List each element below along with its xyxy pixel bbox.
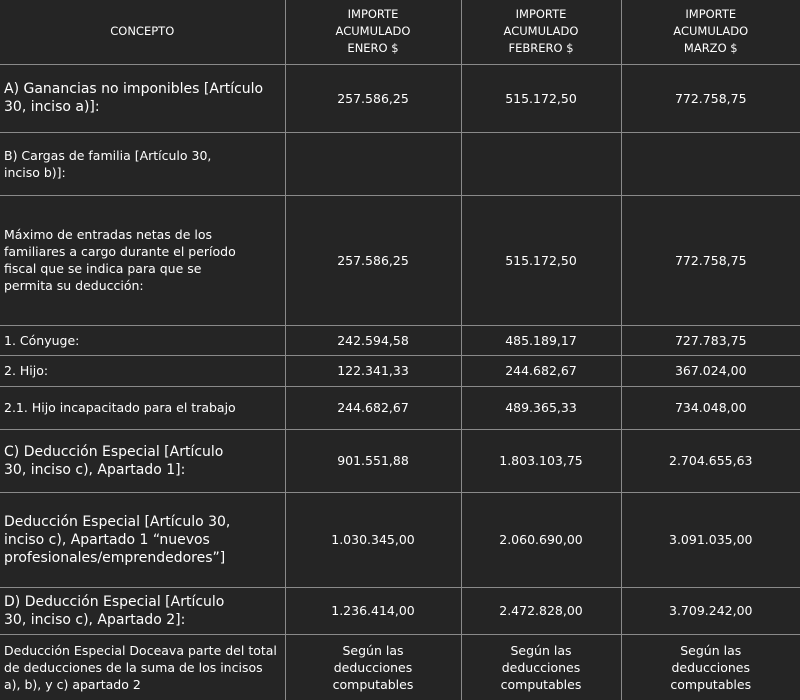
value-marzo: 3.709.242,00 — [621, 587, 800, 634]
value-enero: 122.341,33 — [285, 355, 461, 386]
value-febrero: 489.365,33 — [461, 386, 621, 429]
value-marzo: Según las deducciones computables — [670, 642, 752, 692]
value-marzo: 3.091.035,00 — [621, 492, 800, 587]
header-row — [0, 0, 800, 64]
value-enero: 242.594,58 — [285, 325, 461, 355]
value-marzo: 367.024,00 — [621, 355, 800, 386]
value-marzo: 772.758,75 — [621, 64, 800, 132]
value-marzo: 727.783,75 — [621, 325, 800, 355]
value-marzo — [621, 132, 800, 195]
value-marzo: 734.048,00 — [621, 386, 800, 429]
row-concept: Deducción Especial [Artículo 30, inciso c), Apartado 1 “nuevos profesionales/emprendedores”] — [0, 492, 285, 587]
header-febrero: IMPORTE ACUMULADO FEBRERO $ — [461, 0, 621, 64]
value-enero: 1.030.345,00 — [285, 492, 461, 587]
table-row — [0, 634, 800, 700]
value-febrero: 485.189,17 — [461, 325, 621, 355]
row-concept: 2. Hijo: — [0, 355, 285, 386]
value-febrero: 1.803.103,75 — [461, 429, 621, 492]
value-enero: 1.236.414,00 — [285, 587, 461, 634]
table-row — [0, 195, 800, 325]
header-enero: IMPORTE ACUMULADO ENERO $ — [285, 0, 461, 64]
row-concept: D) Deducción Especial [Artículo 30, inciso c), Apartado 2]: — [0, 587, 285, 634]
row-concept: A) Ganancias no imponibles [Artículo 30, inciso a)]: — [0, 64, 285, 132]
value-febrero: 515.172,50 — [461, 64, 621, 132]
table-row — [0, 64, 800, 132]
table-row — [0, 132, 800, 195]
row-concept: Máximo de entradas netas de los familiares a cargo durante el período fiscal que se indica para que se permita su deducción: — [0, 195, 285, 325]
value-enero: 257.586,25 — [285, 64, 461, 132]
value-enero: 257.586,25 — [285, 195, 461, 325]
row-concept: Deducción Especial Doceava parte del total de deducciones de la suma de los incisos a), b), y c) apartado 2 — [0, 634, 285, 700]
table-row — [0, 355, 800, 386]
value-febrero: 2.060.690,00 — [461, 492, 621, 587]
value-febrero — [461, 132, 621, 195]
row-concept: 2.1. Hijo incapacitado para el trabajo — [0, 386, 285, 429]
value-enero: Según las deducciones computables — [285, 634, 461, 700]
value-enero: 901.551,88 — [285, 429, 461, 492]
value-marzo: 2.704.655,63 — [621, 429, 800, 492]
value-febrero: 515.172,50 — [461, 195, 621, 325]
value-enero: 244.682,67 — [285, 386, 461, 429]
table-row — [0, 587, 800, 634]
value-marzo: 772.758,75 — [621, 195, 800, 325]
table-row — [0, 325, 800, 355]
value-febrero: Según las deducciones computables — [461, 634, 621, 700]
value-febrero: 2.472.828,00 — [461, 587, 621, 634]
row-concept: B) Cargas de familia [Artículo 30, inciso b)]: — [0, 132, 285, 195]
table-row — [0, 429, 800, 492]
table-row — [0, 386, 800, 429]
row-concept: 1. Cónyuge: — [0, 325, 285, 355]
header-marzo: IMPORTE ACUMULADO MARZO $ — [621, 0, 800, 64]
header-concepto: CONCEPTO — [0, 0, 285, 64]
table-row — [0, 492, 800, 587]
row-concept: C) Deducción Especial [Artículo 30, inciso c), Apartado 1]: — [0, 429, 285, 492]
value-febrero: 244.682,67 — [461, 355, 621, 386]
value-enero — [285, 132, 461, 195]
